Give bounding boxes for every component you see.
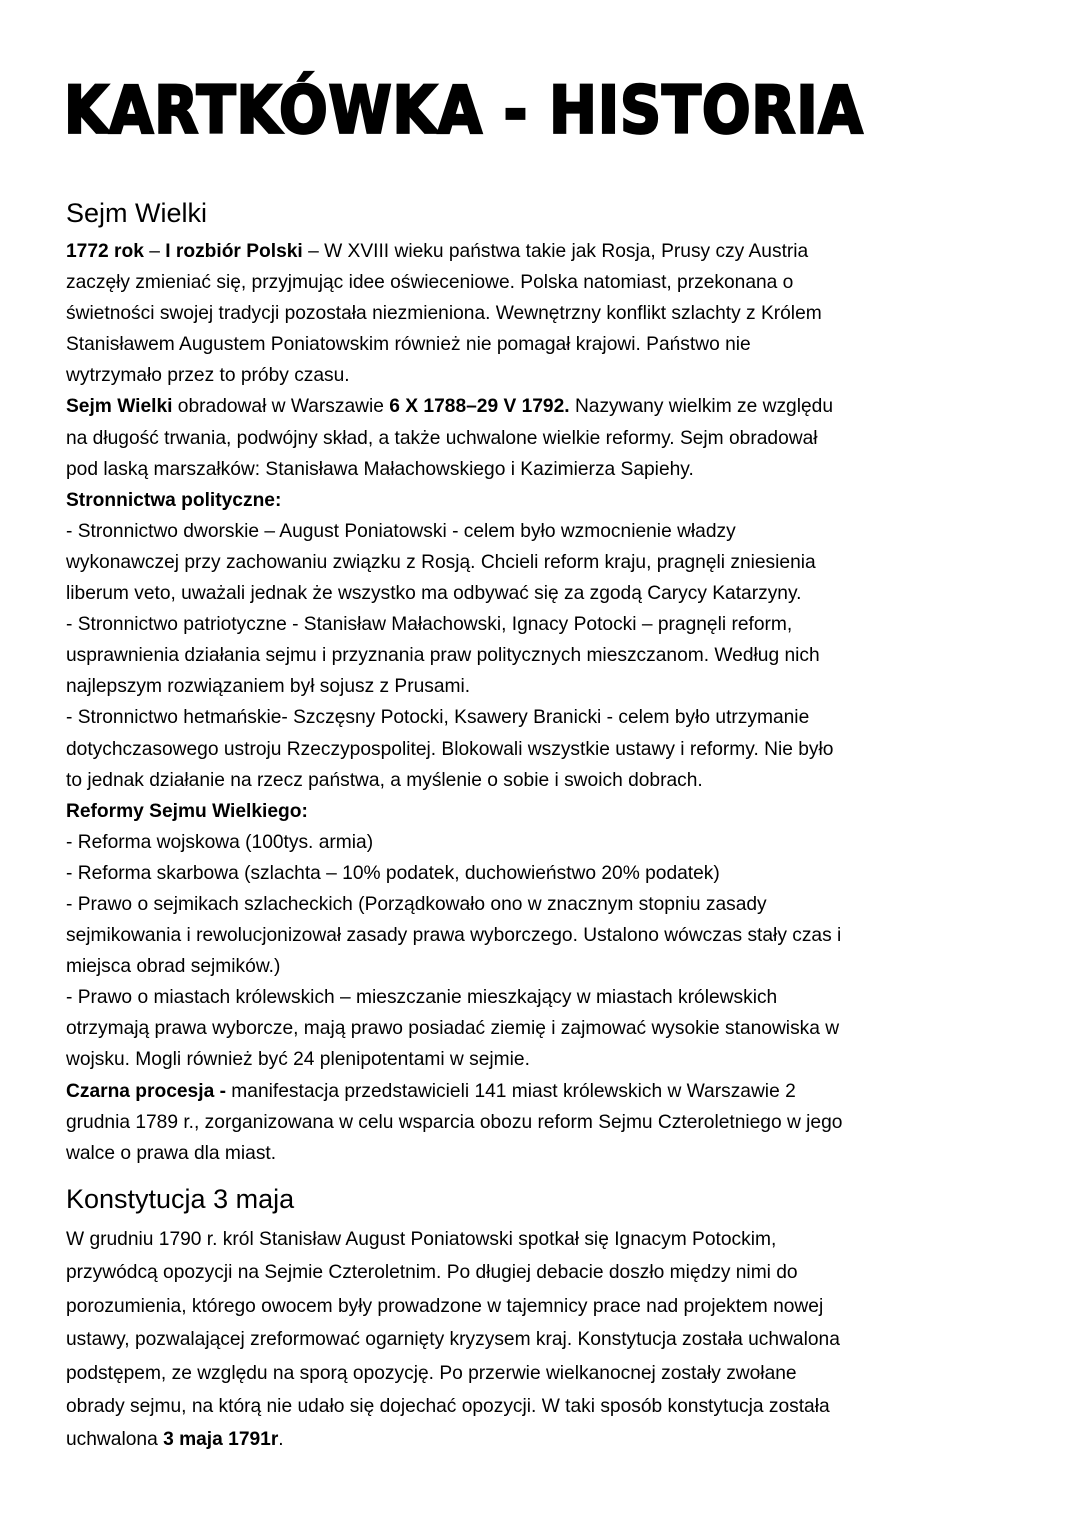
text-line: najlepszym rozwiązaniem był sojusz z Prusami. (66, 676, 471, 698)
text-line (66, 1423, 1026, 1456)
text-line: na długość trwania, podwójny skład, a także uchwalone wielkie reformy. Sejm obradował (66, 427, 818, 449)
section-body-konstytucja (66, 1223, 1026, 1457)
text-line: usprawnienia działania sejmu i przyznania praw politycznych mieszczanom. Według nich (66, 645, 820, 667)
text-line: Stanisławem Augustem Poniatowskim również nie pomagał krajowi. Państwo nie (66, 334, 751, 356)
text-line: - Reforma wojskowa (100tys. armia) (66, 831, 374, 853)
bold-text: 3 maja 1791r (163, 1429, 279, 1451)
text-line (66, 236, 1026, 267)
text-run: uchwalona (66, 1429, 164, 1451)
text-line: świetności swojej tradycji pozostała niezmieniona. Wewnętrzny konflikt szlachty z Królem (66, 303, 822, 325)
text-line: - Prawo o sejmikach szlacheckich (Porządkowało ono w znacznym stopniu zasady (66, 893, 767, 915)
text-line: porozumienia, którego owocem były prowadzone w tajemnicy prace nad projektem nowej (66, 1295, 824, 1317)
bold-text: Czarna procesja - (66, 1080, 226, 1102)
text-line: podstępem, ze względu na sporą opozycję. Po przerwie wielkanocnej zostały zwołane (66, 1362, 797, 1384)
subheading-stronnictwa: Stronnictwa polityczne: (66, 489, 282, 511)
text-run: . (278, 1429, 284, 1451)
text-line: liberum veto, uważali jednak że wszystko ma odbywać się za zgodą Carycy Katarzyny. (66, 583, 802, 605)
text-line: wojsku. Mogli również być 24 plenipotentami w sejmie. (66, 1049, 530, 1071)
text-line: dotychczasowego ustroju Rzeczypospolitej. Blokowali wszystkie ustawy i reformy. Nie było (66, 738, 834, 760)
subheading-reformy: Reformy Sejmu Wielkiego: (66, 800, 308, 822)
text-line: walce o prawa dla miast. (66, 1142, 277, 1164)
text-line: przywódcą opozycji na Sejmie Czteroletnim. Po długiej debacie doszło między nimi do (66, 1262, 798, 1284)
section-body-sejm-wielki (66, 236, 1026, 1169)
text-line: to jednak działanie na rzecz państwa, a myślenie o sobie i swoich dobrach. (66, 769, 703, 791)
text-line: grudnia 1789 r., zorganizowana w celu wsparcia obozu reform Sejmu Czteroletniego w jego (66, 1111, 843, 1133)
text-line: sejmikowania i rewolucjonizował zasady prawa wyborczego. Ustalono wówczas stały czas i (66, 925, 842, 947)
text-line: - Reforma skarbowa (szlachta – 10% podatek, duchowieństwo 20% podatek) (66, 862, 720, 884)
section-heading-sejm-wielki: Sejm Wielki (66, 198, 208, 228)
text-line (66, 391, 1026, 422)
text-line: miejsca obrad sejmików.) (66, 956, 281, 978)
text-line: - Stronnictwo hetmańskie- Szczęsny Potocki, Ksawery Branicki - celem było utrzymanie (66, 707, 810, 729)
bold-text: 1772 rok (66, 241, 144, 262)
text-run: – W XVIII wieku państwa takie jak Rosja, Prusy czy Austria (302, 241, 809, 262)
text-line: ustawy, pozwalającej zreformować ogarnięty kryzysem kraj. Konstytucja została uchwalona (66, 1329, 840, 1351)
text-line: obrady sejmu, na którą nie udało się dojechać opozycji. W taki sposób konstytucja została (66, 1396, 830, 1418)
text-line: pod laską marszałków: Stanisława Małachowskiego i Kazimierza Sapiehy. (66, 458, 694, 480)
text-line: wytrzymało przez to próby czasu. (66, 365, 350, 387)
text-line (66, 1076, 1026, 1107)
bold-text: 6 X 1788–29 V 1792. (389, 396, 570, 418)
text-line: W grudniu 1790 r. król Stanisław August Poniatowski spotkał się Ignacym Potockim, (66, 1229, 777, 1250)
text-run: – (143, 241, 166, 262)
text-run: manifestacja przedstawicieli 141 miast królewskich w Warszawie 2 (225, 1080, 796, 1102)
text-line: wykonawczej przy zachowaniu związku z Rosją. Chcieli reform kraju, pragnęli zniesienia (66, 551, 816, 573)
text-line: - Stronnictwo patriotyczne - Stanisław Małachowski, Ignacy Potocki – pragnęli reform, (66, 614, 793, 636)
text-line: - Prawo o miastach królewskich – mieszczanie mieszkający w miastach królewskich (66, 987, 778, 1009)
text-run: Nazywany wielkim ze względu (569, 396, 833, 418)
text-line: otrzymają prawa wyborcze, mają prawo posiadać ziemię i zajmować wysokie stanowiska w (66, 1018, 840, 1040)
section-heading-konstytucja: Konstytucja 3 maja (66, 1184, 295, 1214)
bold-text: I rozbiór Polski (165, 241, 303, 262)
page-title: KARTKÓWKA - HISTORIA (64, 73, 864, 149)
text-line: zaczęły zmieniać się, przyjmując idee oświeceniowe. Polska natomiast, przekonana o (66, 272, 794, 294)
bold-text: Sejm Wielki (66, 396, 173, 418)
text-run: obradował w Warszawie (172, 396, 390, 418)
text-line: - Stronnictwo dworskie – August Poniatowski - celem było wzmocnienie władzy (66, 520, 736, 542)
